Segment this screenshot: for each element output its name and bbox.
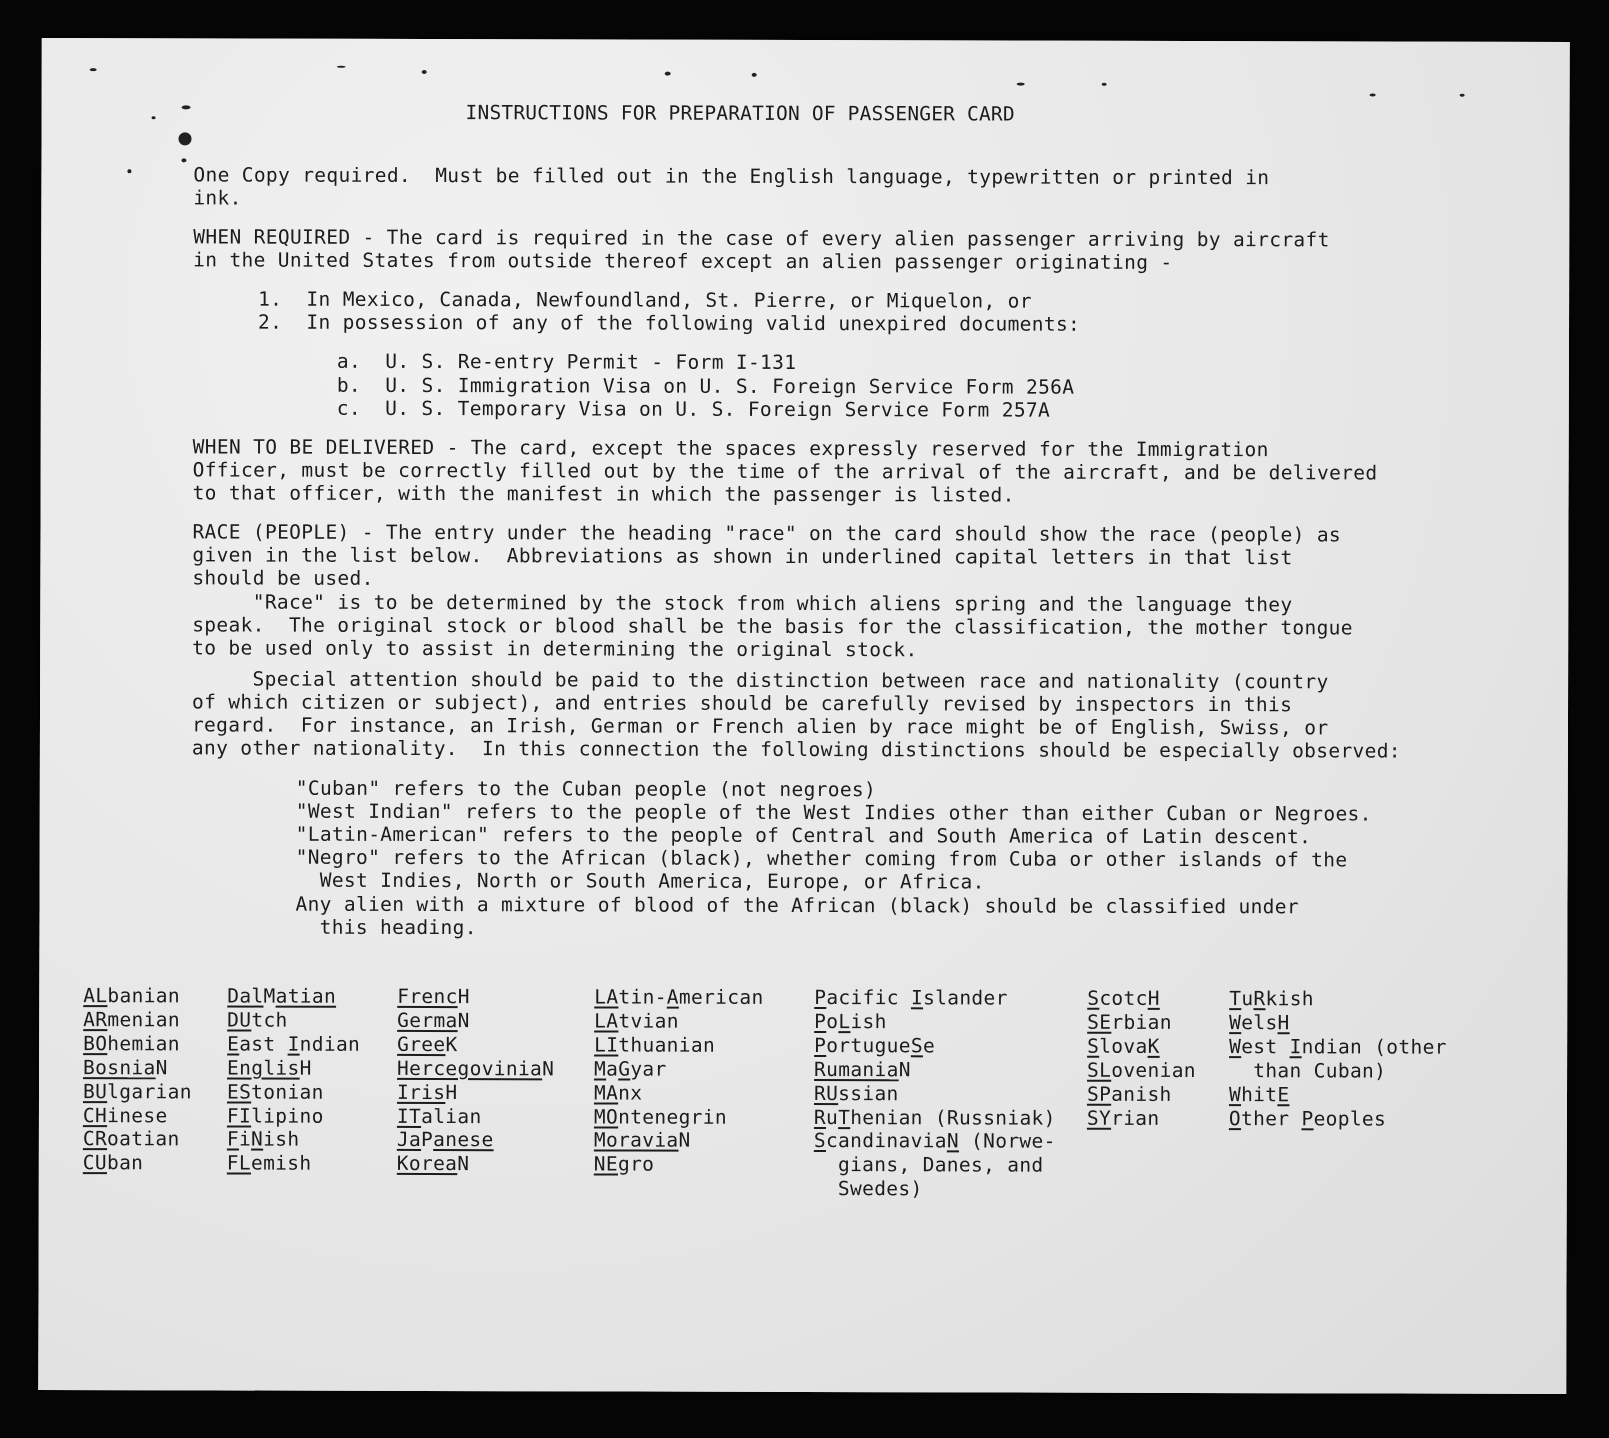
race-text: acific xyxy=(826,986,912,1010)
race-text: H xyxy=(445,1080,458,1104)
race-list-item xyxy=(594,1057,763,1081)
race-abbreviation: R xyxy=(813,1105,827,1129)
race-text: anish xyxy=(1111,1082,1172,1106)
race-list-item xyxy=(397,1128,554,1152)
race-list-item xyxy=(83,1080,192,1104)
race-text: cotc xyxy=(1099,986,1148,1010)
race-list-item xyxy=(814,1010,1056,1035)
race-text: u xyxy=(1241,987,1254,1011)
race-abbreviation: I xyxy=(1289,1035,1302,1059)
race-list-item xyxy=(814,1106,1056,1131)
race-list-item xyxy=(397,1009,554,1033)
ink-speck xyxy=(182,105,191,109)
race-text: merican xyxy=(678,985,764,1009)
ink-speck xyxy=(181,158,186,162)
race-list-item xyxy=(814,1082,1056,1107)
race-abbreviation: SP xyxy=(1086,1082,1112,1106)
race-abbreviation: Iris xyxy=(396,1080,446,1104)
race-abbreviation: T xyxy=(838,1105,851,1129)
race-text: inese xyxy=(107,1103,168,1127)
document-subitem: a. U. S. Re-entry Permit - Form I-131 xyxy=(336,349,797,374)
race-abbreviation: E xyxy=(1277,1082,1290,1106)
race-text: P xyxy=(421,1128,434,1152)
race-text: henian (Russniak) xyxy=(850,1105,1056,1130)
document-subitem: c. U. S. Temporary Visa on U. S. Foreign Service Form 257A xyxy=(336,396,1051,422)
race-text: (Norwe- xyxy=(958,1129,1056,1154)
race-text: gro xyxy=(617,1152,655,1176)
when-delivered-line: to that officer, with the manifest in which the passenger is listed. xyxy=(192,481,1015,507)
race-text: gians, Danes, and xyxy=(813,1153,1044,1177)
race-list-item xyxy=(1229,1035,1447,1059)
race-abbreviation: LI xyxy=(594,1033,619,1057)
race-list-item xyxy=(397,1152,554,1176)
race-line: to be used only to assist in determining the original stock. xyxy=(192,636,918,662)
race-list-item xyxy=(814,1034,1056,1059)
race-text: tch xyxy=(251,1008,288,1032)
race-abbreviation: K xyxy=(1147,1034,1160,1058)
race-list-item xyxy=(594,1153,763,1177)
race-list-item xyxy=(397,1081,554,1105)
race-text: banian xyxy=(107,984,181,1008)
race-abbreviation: G xyxy=(618,1057,631,1081)
race-text: u xyxy=(826,1105,839,1129)
race-abbreviation: Ja xyxy=(396,1128,422,1152)
race-list-item xyxy=(1087,987,1196,1011)
race-list-item xyxy=(594,1105,763,1129)
race-list-item xyxy=(1087,1035,1196,1059)
race-text: thuanian xyxy=(618,1033,716,1057)
race-text: ban xyxy=(106,1151,144,1175)
race-text: menian xyxy=(107,1008,180,1032)
race-abbreviation: T xyxy=(1229,987,1242,1011)
race-list-item xyxy=(227,1104,360,1128)
race-text: ndian xyxy=(299,1032,361,1056)
race-abbreviation: S xyxy=(1087,986,1100,1010)
race-text: N xyxy=(457,1152,470,1176)
ink-speck xyxy=(1370,93,1376,96)
race-text: lipino xyxy=(251,1104,324,1128)
race-text: ovenian xyxy=(1111,1058,1196,1082)
race-list-item xyxy=(227,1056,360,1080)
race-line: Special attention should be paid to the distinction between race and nationality (country xyxy=(192,667,1329,694)
race-abbreviation: E xyxy=(227,1032,240,1056)
race-abbreviation: S xyxy=(910,1034,923,1058)
race-list-item xyxy=(1229,1059,1447,1083)
race-text: a xyxy=(606,1057,619,1081)
race-text: ast xyxy=(239,1032,288,1056)
race-list-item xyxy=(1229,1107,1447,1131)
ink-speck xyxy=(127,169,131,173)
race-abbreviation: MA xyxy=(593,1081,619,1105)
race-text: est xyxy=(1241,1034,1290,1059)
race-text: H xyxy=(299,1056,312,1080)
race-list-item xyxy=(814,1177,1056,1202)
race-list-item xyxy=(814,986,1056,1011)
race-text: N xyxy=(457,1009,470,1033)
race-text: ntenegrin xyxy=(618,1105,727,1129)
distinction-line: "Latin-American" refers to the people of Central and South America of Latin descent. xyxy=(295,822,1312,849)
race-abbreviation: Frenc xyxy=(397,984,458,1009)
race-text: lova xyxy=(1099,1034,1148,1058)
race-abbreviation: BO xyxy=(83,1031,108,1055)
race-abbreviation: S xyxy=(813,1129,827,1153)
when-delivered-line: Officer, must be correctly filled out by the time of the arrival of the aircraft, and be delivered xyxy=(192,458,1378,485)
intro-line: ink. xyxy=(193,186,242,210)
race-abbreviation: DU xyxy=(227,1008,252,1032)
race-abbreviation: W xyxy=(1229,1034,1242,1058)
race-list-column xyxy=(1229,987,1447,1131)
race-line: speak. The original stock or blood shall be the basis for the classification, the mother tongue xyxy=(192,613,1353,640)
race-text: hemian xyxy=(107,1031,180,1056)
race-abbreviation: H xyxy=(1277,1011,1290,1035)
race-abbreviation: M xyxy=(594,1057,607,1081)
race-list-item xyxy=(1087,1106,1196,1130)
race-abbreviation: N xyxy=(251,1127,264,1152)
race-abbreviation: Korea xyxy=(396,1152,458,1176)
race-list-item xyxy=(83,984,192,1008)
ink-speck xyxy=(1460,94,1465,97)
ink-speck xyxy=(1017,83,1025,86)
race-text: candinavia xyxy=(825,1129,947,1153)
race-abbreviation: CR xyxy=(82,1127,108,1151)
race-list-item xyxy=(83,1151,192,1175)
race-list-item xyxy=(1229,987,1447,1011)
ink-speck xyxy=(665,72,671,76)
race-text: ish xyxy=(850,1010,887,1034)
race-list-item xyxy=(397,1033,554,1057)
race-abbreviation: anese xyxy=(433,1128,494,1152)
distinction-line: this heading. xyxy=(295,915,477,940)
race-list-item xyxy=(397,985,554,1009)
race-list-item xyxy=(83,1008,192,1032)
race-list-item xyxy=(227,1152,360,1176)
race-list-column xyxy=(1087,987,1196,1131)
race-abbreviation: I xyxy=(910,986,924,1010)
race-line: should be used. xyxy=(192,566,374,590)
race-abbreviation: RU xyxy=(813,1081,839,1105)
race-abbreviation: F xyxy=(226,1127,240,1151)
race-text: Swedes) xyxy=(813,1177,923,1201)
race-abbreviation: N xyxy=(946,1129,960,1153)
race-text: yar xyxy=(630,1057,667,1081)
race-abbreviation: LA xyxy=(594,1009,619,1033)
ink-speck xyxy=(422,70,427,74)
distinction-line: "Cuban" refers to the Cuban people (not negroes) xyxy=(295,776,877,802)
race-abbreviation: SE xyxy=(1087,1010,1112,1034)
ink-speck xyxy=(1102,83,1107,86)
race-line: RACE (PEOPLE) - The entry under the heading "race" on the card should show the race (people) as xyxy=(192,520,1342,547)
when-required-line: WHEN REQUIRED - The card is required in the case of every alien passenger arriving by aircraft xyxy=(193,225,1330,252)
race-list-item xyxy=(1087,1011,1196,1035)
race-abbreviation: IT xyxy=(396,1104,422,1128)
when-required-item: 2. In possession of any of the following valid unexpired documents: xyxy=(257,310,1081,336)
distinction-line: West Indies, North or South America, Europe, or Africa. xyxy=(295,868,985,894)
race-abbreviation: L xyxy=(838,1009,851,1034)
race-text: e xyxy=(922,1034,936,1058)
race-list-item xyxy=(814,1129,1056,1154)
race-abbreviation: FL xyxy=(226,1151,252,1175)
race-text: ssian xyxy=(838,1081,899,1105)
race-abbreviation: P xyxy=(814,1033,827,1057)
race-text: tonian xyxy=(251,1080,324,1104)
race-abbreviation: AL xyxy=(83,984,108,1008)
document-page xyxy=(38,38,1570,1394)
race-line: given in the list below. Abbreviations as shown in underlined capital letters in that list xyxy=(192,543,1293,570)
race-list-column xyxy=(594,985,764,1177)
race-text: rbian xyxy=(1111,1010,1172,1034)
race-list-item xyxy=(227,1008,360,1032)
distinction-line: "Negro" refers to the African (black), whether coming from Cuba or other islands of the xyxy=(295,845,1348,872)
race-list-item xyxy=(1229,1011,1447,1035)
race-abbreviation: P xyxy=(814,986,827,1010)
race-abbreviation: P xyxy=(814,1009,827,1033)
race-abbreviation: Englis xyxy=(227,1056,300,1080)
race-list-item xyxy=(594,985,763,1009)
race-text: N xyxy=(898,1057,911,1081)
race-abbreviation: O xyxy=(1228,1106,1242,1130)
ink-speck xyxy=(337,66,346,68)
race-text: N xyxy=(542,1057,555,1081)
race-list-item xyxy=(814,1058,1056,1083)
race-abbreviation: CU xyxy=(82,1151,108,1175)
race-list-item xyxy=(1087,1058,1196,1082)
race-abbreviation: AR xyxy=(83,1008,108,1032)
race-list-item xyxy=(227,984,360,1008)
when-delivered-line: WHEN TO BE DELIVERED - The card, except the spaces expressly reserved for the Immigration xyxy=(192,435,1269,462)
race-text: tvian xyxy=(618,1009,679,1033)
ink-speck xyxy=(90,68,97,71)
race-abbreviation: Hercegovinia xyxy=(397,1056,543,1081)
race-abbreviation: Moravia xyxy=(593,1128,679,1153)
race-abbreviation: Bosnia xyxy=(83,1055,156,1080)
race-abbreviation: H xyxy=(1147,986,1160,1010)
race-text: rian xyxy=(1111,1106,1160,1130)
race-line: of which citizen or subject), and entries should be carefully revised by inspectors in this xyxy=(192,690,1293,717)
race-text: K xyxy=(445,1032,458,1056)
race-abbreviation: R xyxy=(1253,987,1266,1011)
race-text: eoples xyxy=(1313,1106,1387,1131)
race-text: ndian (other xyxy=(1301,1035,1447,1059)
race-list-item xyxy=(594,1129,763,1153)
ink-speck xyxy=(152,116,156,119)
race-abbreviation: ES xyxy=(226,1080,252,1104)
race-text: H xyxy=(457,985,470,1009)
race-list-column xyxy=(814,986,1056,1202)
race-line: regard. For instance, an Irish, German or French alien by race might be of English, Swiss, or xyxy=(191,713,1329,740)
race-text: ther xyxy=(1241,1106,1302,1130)
race-list-item xyxy=(227,1032,360,1056)
race-list-item xyxy=(594,1033,763,1057)
race-abbreviation: MO xyxy=(593,1104,619,1129)
race-list-column xyxy=(397,985,555,1177)
race-list-item xyxy=(83,1104,192,1128)
race-abbreviation: W xyxy=(1229,1011,1242,1035)
race-text: emish xyxy=(250,1151,312,1176)
race-text: lgarian xyxy=(107,1079,192,1104)
race-abbreviation: SL xyxy=(1087,1058,1112,1082)
race-text: slander xyxy=(923,986,1008,1010)
race-list-column xyxy=(83,984,192,1176)
race-text: i xyxy=(238,1127,252,1151)
race-list-item xyxy=(227,1080,360,1104)
race-list-item xyxy=(1229,1083,1447,1107)
race-text: N xyxy=(678,1129,691,1153)
race-list-item xyxy=(594,1009,763,1033)
race-text: oatian xyxy=(107,1127,180,1151)
race-list-item xyxy=(814,1153,1056,1178)
race-list-item xyxy=(397,1104,554,1128)
race-list-column xyxy=(227,984,361,1176)
ink-speck xyxy=(178,132,191,145)
race-text: ortugue xyxy=(826,1033,911,1058)
race-list-item xyxy=(594,1081,763,1105)
document-subitem: b. U. S. Immigration Visa on U. S. Foreign Service Form 256A xyxy=(336,373,1075,399)
race-list-item xyxy=(1087,1082,1196,1106)
race-abbreviation: A xyxy=(666,985,679,1009)
race-text: ish xyxy=(263,1128,300,1152)
race-abbreviation: I xyxy=(287,1032,300,1056)
race-list-item xyxy=(397,1057,554,1081)
race-line: "Race" is to be determined by the stock from which aliens spring and the language they xyxy=(192,590,1293,617)
race-abbreviation: FI xyxy=(226,1104,252,1128)
race-abbreviation: Dal xyxy=(227,984,264,1008)
race-abbreviation: LA xyxy=(594,985,619,1009)
race-text: tin- xyxy=(618,985,667,1009)
race-list-item xyxy=(227,1128,360,1152)
when-required-line: in the United States from outside thereof except an alien passenger originating - xyxy=(193,248,1173,274)
race-list-item xyxy=(83,1128,192,1152)
race-text: nx xyxy=(618,1081,643,1105)
race-abbreviation: atian xyxy=(275,984,337,1008)
race-text: hit xyxy=(1241,1082,1278,1106)
race-abbreviation: NE xyxy=(593,1152,619,1176)
race-list-item xyxy=(83,1032,192,1056)
race-abbreviation: SY xyxy=(1086,1106,1112,1130)
ink-speck xyxy=(752,73,757,77)
race-text: o xyxy=(826,1009,839,1033)
race-text: els xyxy=(1241,1011,1278,1035)
race-text: alian xyxy=(421,1104,482,1128)
race-abbreviation: P xyxy=(1301,1106,1314,1130)
race-abbreviation: CH xyxy=(82,1103,108,1127)
distinction-line: Any alien with a mixture of blood of the African (black) should be classified under xyxy=(295,892,1300,919)
distinction-line: "West Indian" refers to the people of the West Indies other than either Cuban or Negroes. xyxy=(295,799,1372,826)
race-text: kish xyxy=(1265,987,1314,1011)
race-line: any other nationality. In this connection the following distinctions should be especially observed: xyxy=(191,736,1401,763)
race-text: M xyxy=(263,984,276,1008)
race-abbreviation: Germa xyxy=(397,1008,458,1033)
race-text: than Cuban) xyxy=(1229,1058,1387,1083)
document-title: INSTRUCTIONS FOR PREPARATION OF PASSENGER CARD xyxy=(465,101,1015,126)
race-abbreviation: W xyxy=(1228,1082,1242,1106)
race-abbreviation: BU xyxy=(82,1079,108,1103)
race-abbreviation: Gree xyxy=(397,1032,446,1056)
race-text: N xyxy=(155,1056,168,1080)
race-abbreviation: Rumania xyxy=(814,1057,899,1081)
when-required-item: 1. In Mexico, Canada, Newfoundland, St. Pierre, or Miquelon, or xyxy=(258,287,1032,313)
intro-line: One Copy required. Must be filled out in the English language, typewritten or printed in xyxy=(193,163,1270,190)
race-abbreviation: S xyxy=(1087,1034,1100,1058)
race-list-item xyxy=(83,1056,192,1080)
